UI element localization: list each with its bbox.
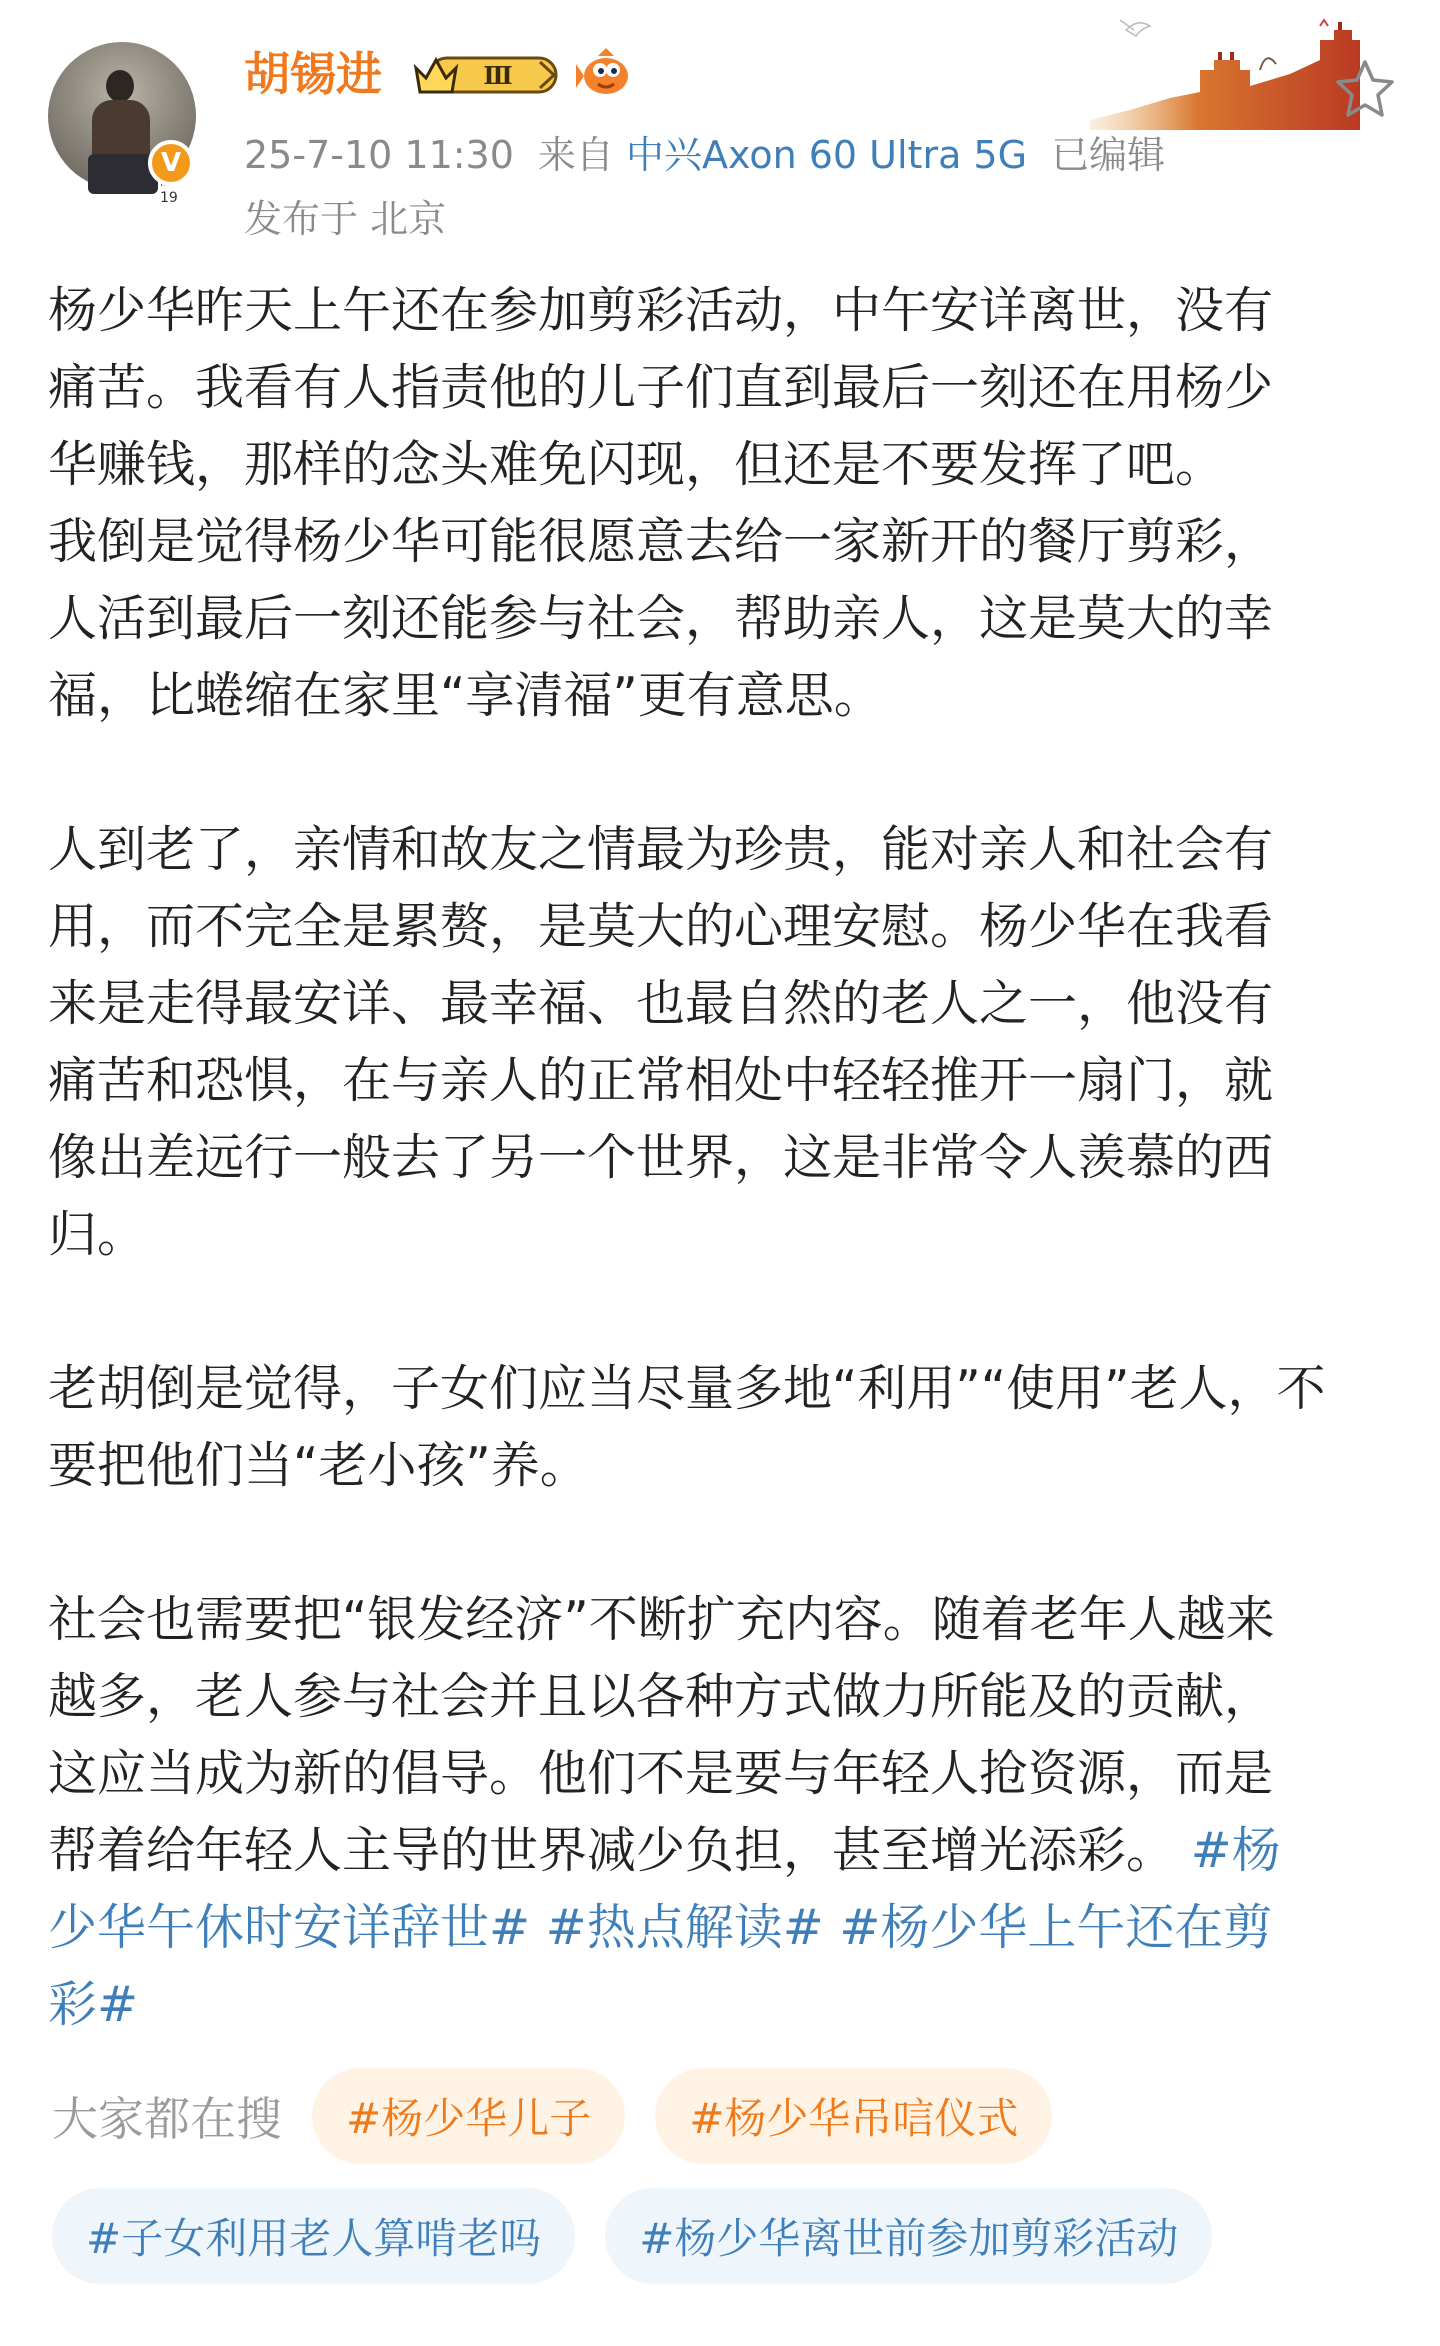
post-time[interactable]: 25-7-10 11:30 bbox=[244, 133, 514, 177]
post-content bbox=[48, 272, 1400, 2043]
source-prefix: 来自 bbox=[537, 133, 614, 177]
post-text-line: 老胡倒是觉得，子女们应当尽量多地“利用”“使用”老人，不 bbox=[48, 1360, 1326, 1417]
post-meta bbox=[244, 130, 1165, 180]
post-text-line: 杨少华昨天上午还在参加剪彩活动，中午安详离世，没有 bbox=[48, 282, 1274, 339]
post-text-line: 福，比蜷缩在家里“享清福”更有意思。 bbox=[48, 667, 883, 724]
post-text-segment: 帮着给年轻人主导的世界减少负担，甚至增光添彩。 bbox=[48, 1822, 1176, 1879]
paragraph-gap bbox=[48, 1273, 1400, 1350]
post-text-line bbox=[48, 1812, 1400, 1889]
star-icon[interactable] bbox=[1334, 58, 1396, 120]
hashtag-link-part[interactable]: #杨少华上午还在剪 bbox=[839, 1899, 1273, 1956]
edited-label[interactable]: 已编辑 bbox=[1051, 133, 1166, 177]
hashtag-link-part[interactable]: #杨 bbox=[1190, 1822, 1281, 1879]
post-text-line: 来是走得最安详、最幸福、也最自然的老人之一，他没有 bbox=[48, 975, 1274, 1032]
great-wall-decoration-icon bbox=[1090, 0, 1360, 130]
hashtag-link-part[interactable]: 少华午休时安详辞世# bbox=[48, 1899, 531, 1956]
avatar-corner-text: 19 bbox=[160, 190, 178, 206]
post-text-line bbox=[48, 1966, 1400, 2043]
paragraph-gap bbox=[48, 1504, 1400, 1581]
trending-search-chip[interactable]: #子女利用老人算啃老吗 bbox=[52, 2188, 575, 2284]
trending-search-chip[interactable]: #杨少华离世前参加剪彩活动 bbox=[605, 2188, 1212, 2284]
post-text-line: 社会也需要把“银发经济”不断扩充内容。随着老年人越来 bbox=[48, 1591, 1275, 1648]
trending-search-chip[interactable]: #杨少华吊唁仪式 bbox=[655, 2068, 1052, 2164]
hashtag-link[interactable]: #热点解读# bbox=[545, 1899, 824, 1956]
trending-search-row bbox=[52, 2068, 1082, 2164]
trending-search-chip[interactable]: #杨少华儿子 bbox=[312, 2068, 625, 2164]
post-text-line: 归。 bbox=[48, 1206, 147, 1263]
post-text-line: 人活到最后一刻还能参与社会，帮助亲人，这是莫大的幸 bbox=[48, 590, 1274, 647]
paragraph-gap bbox=[48, 734, 1400, 811]
post-text-line: 痛苦。我看有人指责他的儿子们直到最后一刻还在用杨少 bbox=[48, 359, 1274, 416]
post-text-line: 我倒是觉得杨少华可能很愿意去给一家新开的餐厅剪彩， bbox=[48, 513, 1274, 570]
post-location: 发布于 北京 bbox=[244, 197, 447, 241]
post-text-line: 越多，老人参与社会并且以各种方式做力所能及的贡献， bbox=[48, 1668, 1274, 1725]
fish-badge-icon[interactable] bbox=[576, 46, 636, 98]
verified-icon: V bbox=[148, 140, 194, 186]
device-link[interactable]: 中兴Axon 60 Ultra 5G bbox=[626, 133, 1028, 177]
post-text-line: 用，而不完全是累赘，是莫大的心理安慰。杨少华在我看 bbox=[48, 898, 1274, 955]
trending-search-label: 大家都在搜 bbox=[52, 2092, 282, 2146]
avatar-figure-head bbox=[106, 70, 134, 102]
post-text-line: 人到老了，亲情和故友之情最为珍贵，能对亲人和社会有 bbox=[48, 821, 1274, 878]
author-name[interactable]: 胡锡进 bbox=[244, 47, 382, 101]
post-text-line: 痛苦和恐惧，在与亲人的正常相处中轻轻推开一扇门，就 bbox=[48, 1052, 1274, 1109]
hashtag-link-part[interactable]: 彩# bbox=[48, 1976, 139, 2033]
level-badge-text: Ⅲ bbox=[483, 61, 513, 90]
post-text-line: 这应当成为新的倡导。他们不是要与年轻人抢资源，而是 bbox=[48, 1745, 1274, 1802]
post-text-line bbox=[48, 1889, 1400, 1966]
post-header bbox=[0, 0, 1440, 240]
trending-search-row bbox=[52, 2188, 1242, 2284]
post-text-line: 像出差远行一般去了另一个世界，这是非常令人羡慕的西 bbox=[48, 1129, 1274, 1186]
crown-badge-icon[interactable] bbox=[412, 52, 564, 98]
post-text-line: 华赚钱，那样的念头难免闪现，但还是不要发挥了吧。 bbox=[48, 436, 1225, 493]
post-text-line: 要把他们当“老小孩”养。 bbox=[48, 1437, 589, 1494]
